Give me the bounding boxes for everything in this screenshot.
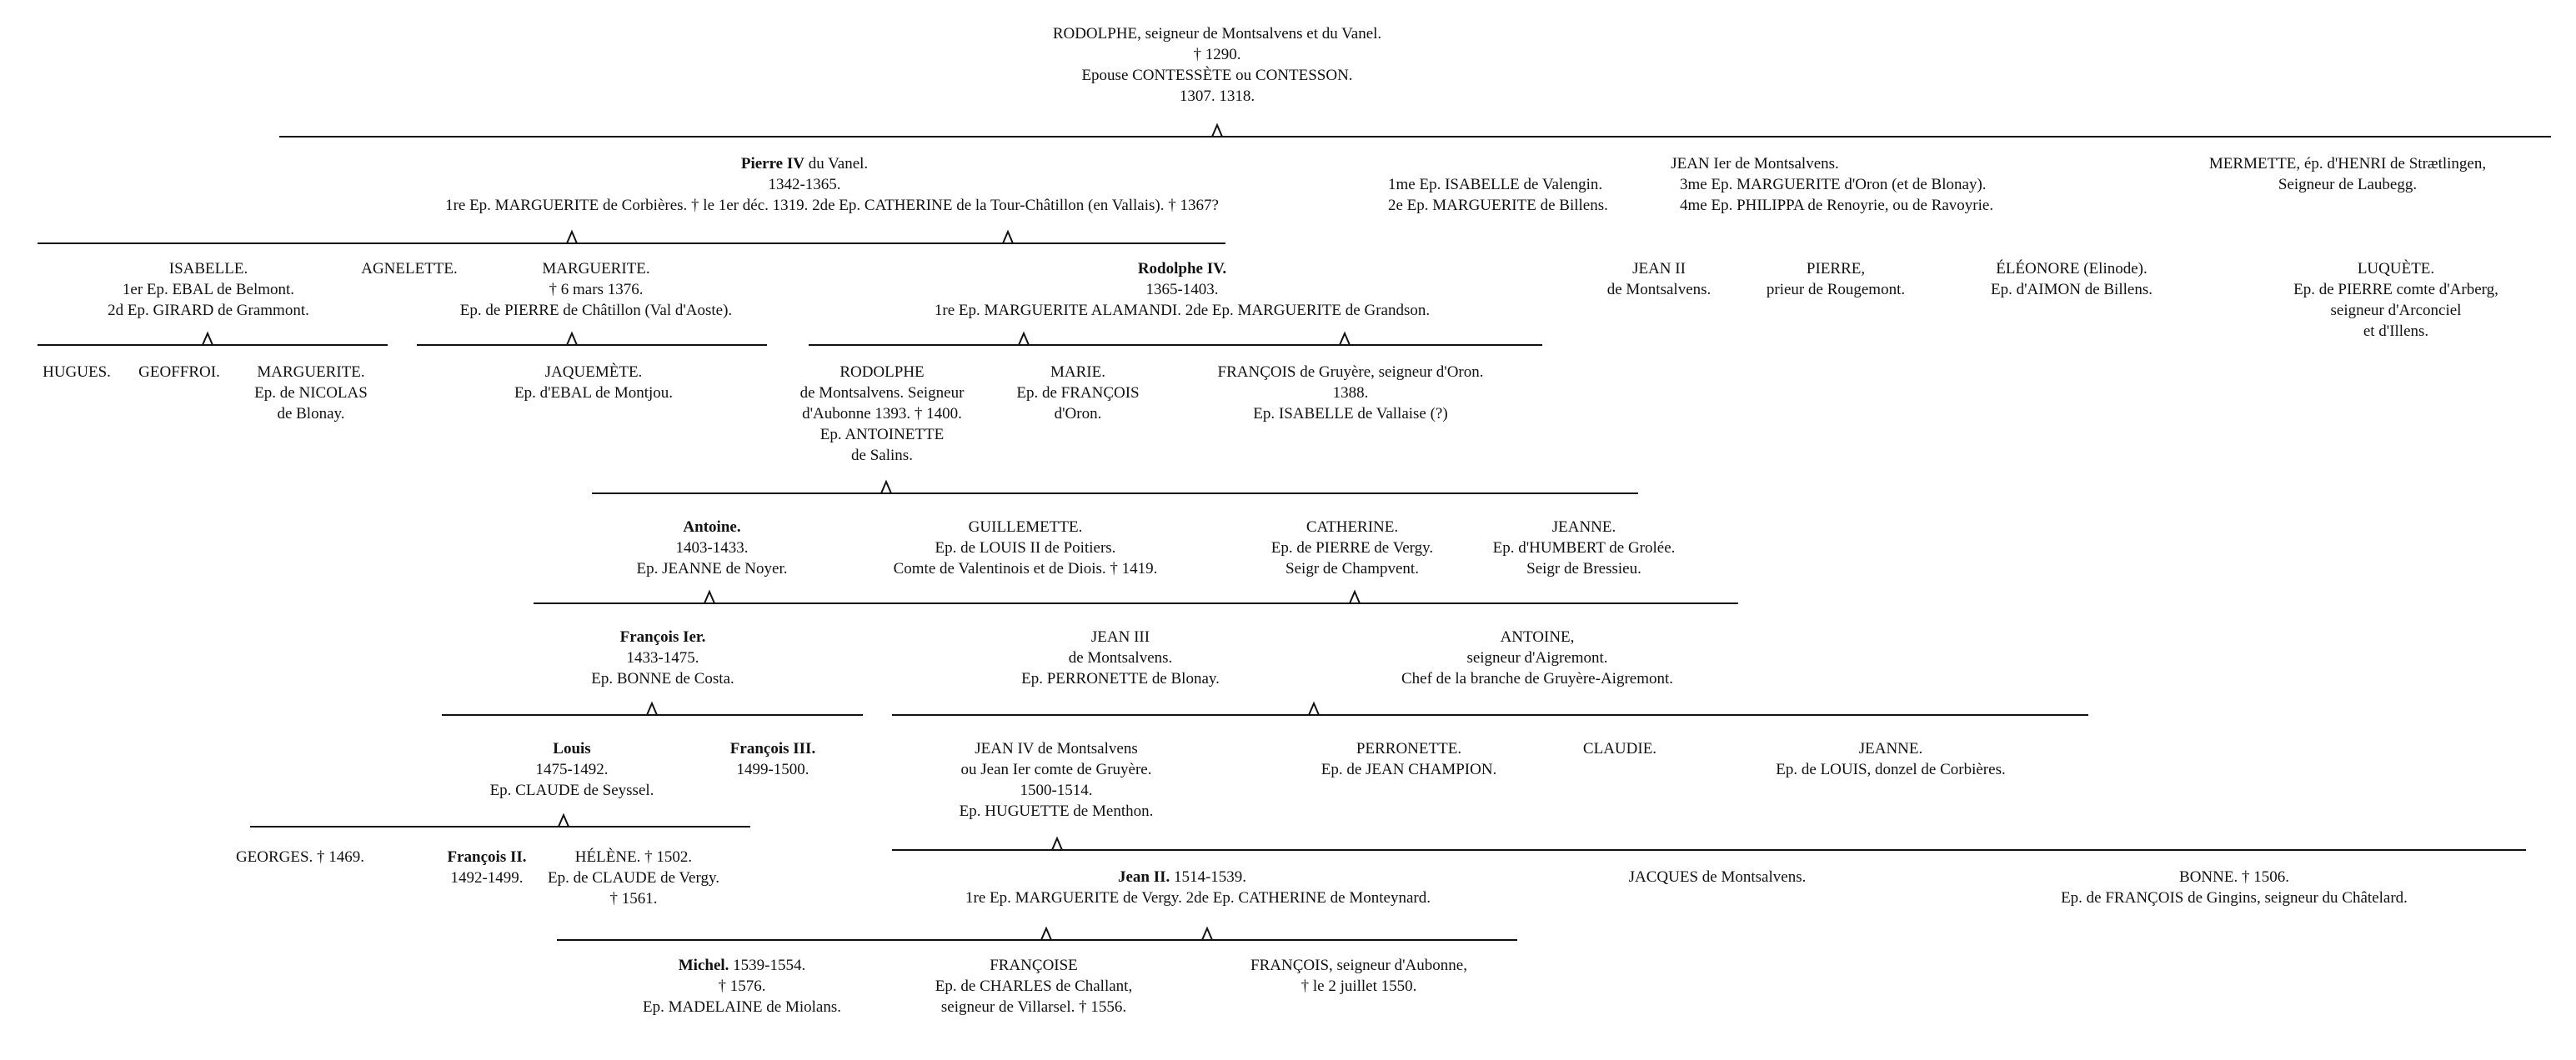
person-michel: Michel. 1539-1554. † 1576. Ep. MADELAINE de Miolans.	[643, 957, 841, 1016]
person-rodolphe-aubonne: RODOLPHE de Montsalvens. Seigneur d'Aubonne 1393. † 1400. Ep. ANTOINETTE de Salins.	[799, 363, 965, 464]
person-francois-iii: François III. 1499-1500.	[729, 740, 816, 778]
person-jaquemete: JAQUEMÈTE. Ep. d'EBAL de Montjou.	[514, 363, 674, 402]
person-bonne: BONNE. † 1506. Ep. de FRANÇOIS de Gingins, seigneur du Châtelard.	[2061, 868, 2408, 907]
person-francois-oron: FRANÇOIS de Gruyère, seigneur d'Oron. 1388. Ep. ISABELLE de Vallaise (?)	[1217, 363, 1484, 422]
person-helene: HÉLÈNE. † 1502. Ep. de CLAUDE de Vergy. † 1561.	[548, 848, 719, 908]
person-jeanne-corbieres: JEANNE. Ep. de LOUIS, donzel de Corbières.	[1776, 740, 2006, 778]
person-agnelette: AGNELETTE.	[361, 260, 458, 278]
person-pierre-iv-wives: 1re Ep. MARGUERITE de Corbières. † le 1er déc. 1319. 2de Ep. CATHERINE de la Tour-Châtillon (en Vallais). † 1367?	[445, 197, 1219, 214]
person-catherine-vergy: CATHERINE. Ep. de PIERRE de Vergy. Seigr de Champvent.	[1270, 518, 1434, 578]
person-jean-iii: JEAN III de Montsalvens. Ep. PERRONETTE de Blonay.	[1021, 628, 1220, 688]
person-francois-i: François Ier. 1433-1475. Ep. BONNE de Costa.	[591, 628, 734, 688]
person-hugues: HUGUES.	[43, 363, 111, 381]
person-mermette: MERMETTE, ép. d'HENRI de Strætlingen, Seigneur de Laubegg.	[2208, 155, 2487, 193]
person-jean-ii-wives: 1re Ep. MARGUERITE de Vergy. 2de Ep. CATHERINE de Monteynard.	[965, 889, 1431, 907]
person-rodolphe-i: RODOLPHE, seigneur de Montsalvens et du Vanel. † 1290. Epouse CONTESSÈTE ou CONTESSON. 1307. 1318.	[1052, 25, 1382, 105]
person-marguerite-blonay: MARGUERITE. Ep. de NICOLAS de Blonay.	[254, 363, 368, 422]
person-eleonore: ÉLÉONORE (Elinode). Ep. d'AIMON de Billens.	[1991, 260, 2153, 298]
person-luquete: LUQUÈTE. Ep. de PIERRE comte d'Arberg, seigneur d'Arconciel et d'Illens.	[2293, 260, 2498, 340]
person-rodolphe-iv: Rodolphe IV. 1365-1403. 1re Ep. MARGUERITE ALAMANDI. 2de Ep. MARGUERITE de Grandson.	[934, 260, 1431, 319]
person-jacques: JACQUES de Montsalvens.	[1628, 868, 1807, 886]
person-isabelle: ISABELLE. 1er Ep. EBAL de Belmont. 2d Ep. GIRARD de Grammont.	[108, 260, 309, 319]
person-geoffroi: GEOFFROI.	[138, 363, 220, 381]
person-jeanne-grolee: JEANNE. Ep. d'HUMBERT de Grolée. Seigr de Bressieu.	[1492, 518, 1676, 578]
person-jean-iv: JEAN IV de Montsalvens ou Jean Ier comte de Gruyère. 1500-1514. Ep. HUGUETTE de Menthon.	[959, 740, 1154, 820]
person-jean-i-wives-b: 3me Ep. MARGUERITE d'Oron (et de Blonay). 4me Ep. PHILIPPA de Renoyrie, ou de Ravoyrie.	[1680, 176, 1994, 214]
person-pierre-prieur: PIERRE, prieur de Rougemont.	[1766, 260, 1906, 298]
person-francois-aubonne: FRANÇOIS, seigneur d'Aubonne, † le 2 juillet 1550.	[1250, 957, 1467, 995]
person-jean-i-montsalvens: JEAN Ier de Montsalvens.	[1671, 155, 1839, 172]
person-marguerite-1376: MARGUERITE. † 6 mars 1376. Ep. de PIERRE de Châtillon (Val d'Aoste).	[459, 260, 733, 319]
person-marie: MARIE. Ep. de FRANÇOIS d'Oron.	[1016, 363, 1140, 422]
person-francoise: FRANÇOISE Ep. de CHARLES de Challant, seigneur de Villarsel. † 1556.	[935, 957, 1133, 1016]
person-jean-i-wives-a: 1me Ep. ISABELLE de Valengin. 2e Ep. MARGUERITE de Billens.	[1388, 176, 1608, 214]
person-perronette: PERRONETTE. Ep. de JEAN CHAMPION.	[1321, 740, 1497, 778]
person-claudie: CLAUDIE.	[1582, 740, 1657, 758]
person-georges: GEORGES. † 1469.	[235, 848, 365, 866]
person-jean-ii-comte: Jean II. 1514-1539.	[1117, 868, 1247, 886]
person-antoine: Antoine. 1403-1433. Ep. JEANNE de Noyer.	[636, 518, 788, 578]
person-francois-ii: François II. 1492-1499.	[447, 848, 527, 887]
person-pierre-iv: Pierre IV du Vanel. 1342-1365.	[740, 155, 869, 193]
person-antoine-aigremont: ANTOINE, seigneur d'Aigremont. Chef de la branche de Gruyère-Aigremont.	[1401, 628, 1674, 688]
person-jean-ii-montsalvens: JEAN II de Montsalvens.	[1606, 260, 1711, 298]
person-guillemette: GUILLEMETTE. Ep. de LOUIS II de Poitiers. Comte de Valentinois et de Diois. † 1419.	[893, 518, 1158, 578]
person-louis: Louis 1475-1492. Ep. CLAUDE de Seyssel.	[489, 740, 654, 799]
